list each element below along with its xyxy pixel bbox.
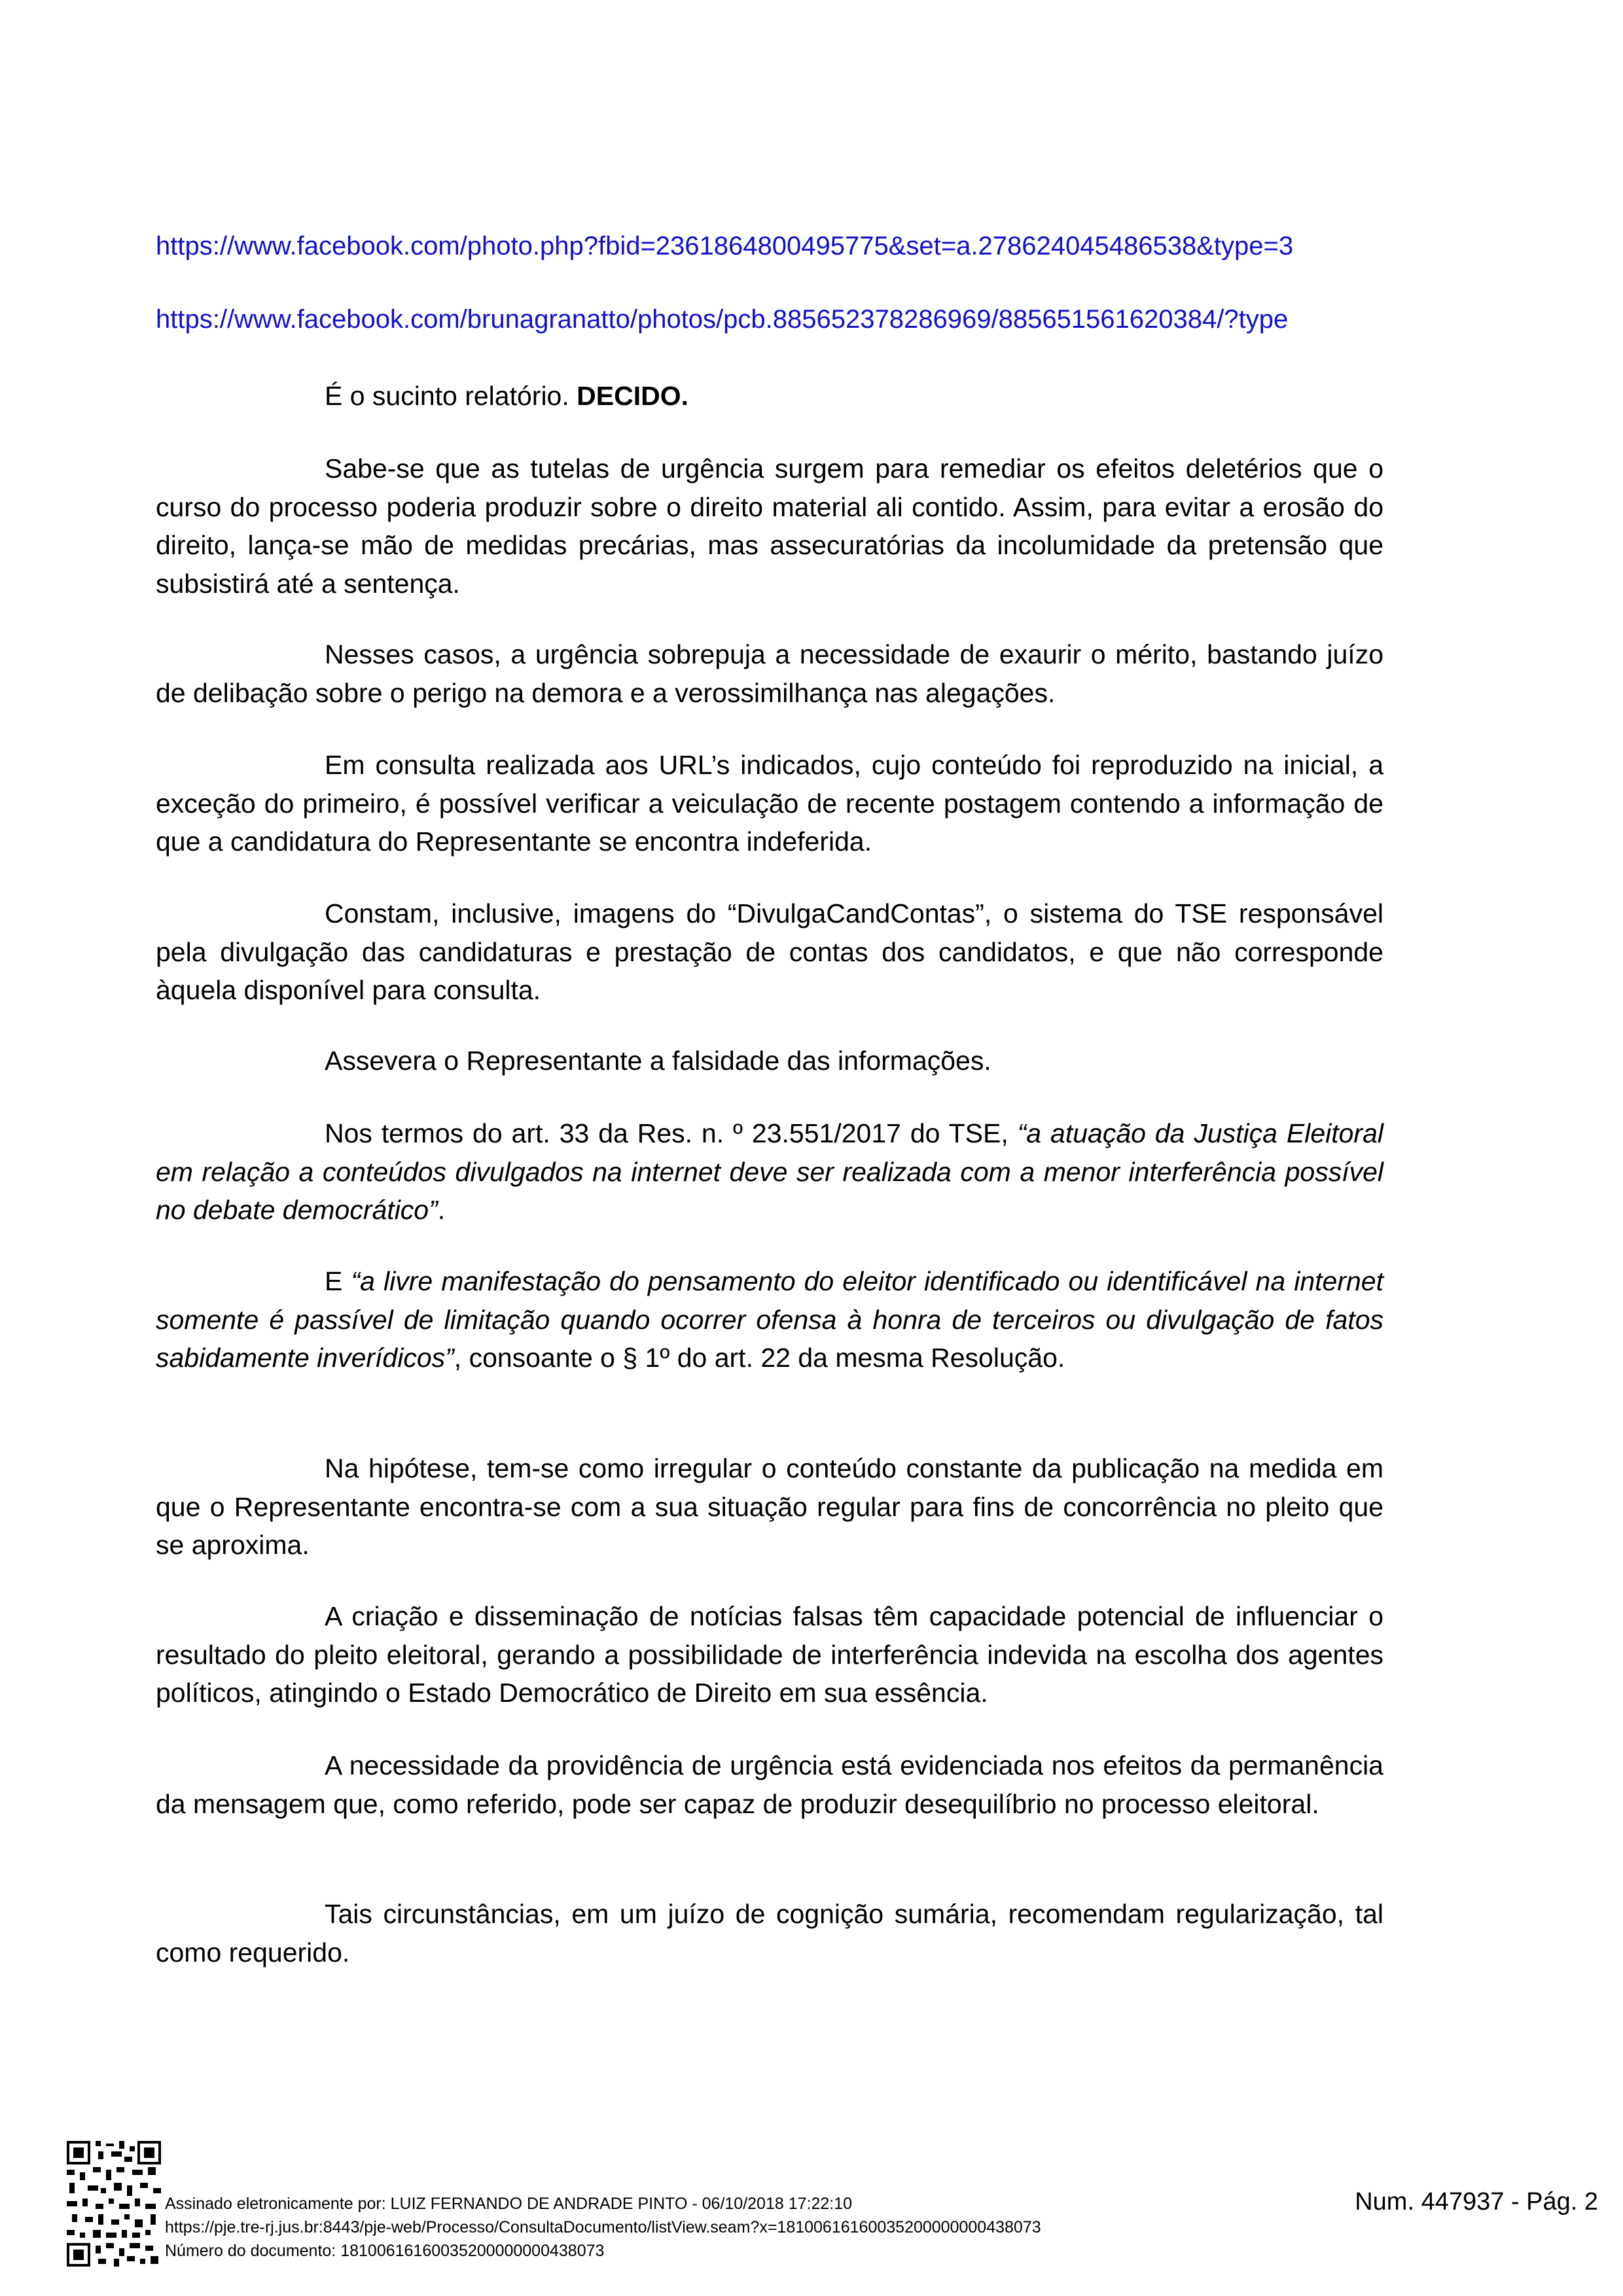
art-22-intro: E <box>325 1266 351 1296</box>
art-33-quote: “a atuação da Justiça Eleitoral em relação a conteúdos divulgados na internet deve ser realizada com a menor interferência possível no debate democrático” <box>156 1118 1383 1225</box>
document-number-line: Número do documento: 18100616160035200000000438073 <box>165 2242 605 2260</box>
paragraph-falsidade: Assevera o Representante a falsidade das informações. <box>325 1046 991 1076</box>
document-url-line[interactable]: https://pje.tre-rj.jus.br:8443/pje-web/Processo/ConsultaDocumento/listView.seam?x=18100616160035200000000438073 <box>165 2218 1041 2236</box>
relatorio-paragraph <box>156 377 1383 415</box>
paragraph-hipotese: Na hipótese, tem-se como irregular o conteúdo constante da publicação na medida em que o Representante encontra-se com a sua situação regular para fins de concorrência no pleito que se aproxima. <box>156 1453 1383 1560</box>
signed-by-line: Assinado eletronicamente por: LUIZ FERNANDO DE ANDRADE PINTO - 06/10/2018 17:22:10 <box>165 2195 853 2213</box>
art-22-quote: “a livre manifestação do pensamento do eleitor identificado ou identificável na internet somente é passível de limitação quando ocorrer ofensa à honra de terceiros ou divulgação de fatos sabidamente inverídicos” <box>156 1266 1383 1373</box>
qr-code-icon <box>64 2138 164 2269</box>
art-22-end: , consoante o § 1º do art. 22 da mesma Resolução. <box>454 1343 1065 1373</box>
art-33-intro: Nos termos do art. 33 da Res. n. º 23.551/2017 do TSE, <box>325 1118 1018 1148</box>
paragraph-circunstancias: Tais circunstâncias, em um juízo de cognição sumária, recomendam regularização, tal como requerido. <box>156 1899 1383 1968</box>
paragraph-urgencia-merito: Nesses casos, a urgência sobrepuja a necessidade de exaurir o mérito, bastando juízo de delibação sobre o perigo na demora e a verossimilhança nas alegações. <box>156 639 1383 708</box>
relatorio-text: É o sucinto relatório. <box>325 381 577 411</box>
paragraph-noticias-falsas: A criação e disseminação de notícias falsas têm capacidade potencial de influenciar o resultado do pleito eleitoral, gerando a possibilidade de interferência indevida na escolha dos agentes políticos, atingindo o Estado Democrático de Direito em sua essência. <box>156 1601 1383 1708</box>
decido-bold: DECIDO. <box>577 381 688 411</box>
facebook-photo-link-2[interactable]: https://www.facebook.com/brunagranatto/photos/pcb.885652378286969/885651561620384/?type <box>156 305 1289 334</box>
paragraph-tutelas-urgencia: Sabe-se que as tutelas de urgência surgem para remediar os efeitos deletérios que o curso do processo poderia produzir sobre o direito material ali contido. Assim, para evitar a erosão do direito, lança-se mão de medidas precárias, mas assecuratórias da incolumidade da pretensão que subsistirá até a sentença. <box>156 453 1383 599</box>
paragraph-art-22 <box>156 1262 1383 1377</box>
art-33-end: . <box>437 1195 446 1225</box>
page-number: Num. 447937 - Pág. 2 <box>1355 2188 1598 2216</box>
paragraph-providencia-urgencia: A necessidade da providência de urgência está evidenciada nos efeitos da permanência da mensagem que, como referido, pode ser capaz de produzir desequilíbrio no processo eleitoral. <box>156 1750 1383 1819</box>
facebook-photo-link-1[interactable]: https://www.facebook.com/photo.php?fbid=2361864800495775&set=a.278624045486538&type=3 <box>156 232 1294 260</box>
signature-footer <box>165 2192 1041 2263</box>
paragraph-consulta-urls: Em consulta realizada aos URL’s indicados, cujo conteúdo foi reproduzido na inicial, a exceção do primeiro, é possível verificar a veiculação de recente postagem contendo a informação de que a candidatura do Representante se encontra indeferida. <box>156 750 1383 857</box>
paragraph-divulgacandcontas: Constam, inclusive, imagens do “DivulgaCandContas”, o sistema do TSE responsável pela divulgação das candidaturas e prestação de contas dos candidatos, e que não corresponde àquela disponível para consulta. <box>156 898 1383 1005</box>
paragraph-art-33 <box>156 1114 1383 1229</box>
